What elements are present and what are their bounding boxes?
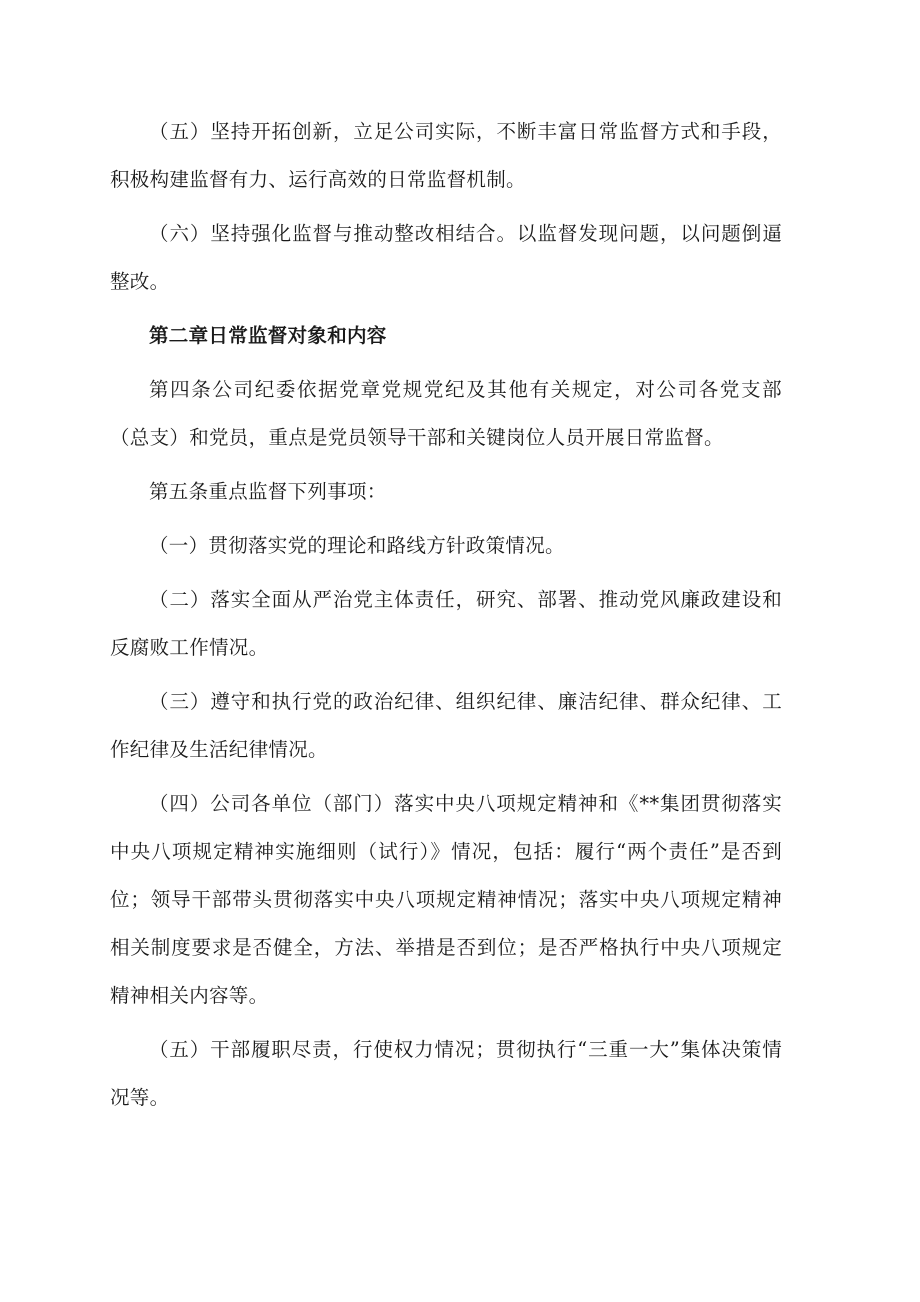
paragraph-item-4: （四）公司各单位（部门）落实中央八项规定精神和《**集团贯彻落实中央八项规定精神实施细则（试行）》情况，包括：履行“两个责任”是否到位；领导干部带头贯彻落实中央八项规定精神情况；落实中央八项规定精神相关制度要求是否健全，方法、举措是否到位；是否严格执行中央八项规定精神相关内容等。	[110, 792, 782, 1007]
paragraph-article-5: 第五条重点监督下列事项：	[149, 480, 387, 503]
paragraph-principle-5: （五）坚持开拓创新，立足公司实际，不断丰富日常监督方式和手段，积极构建监督有力、运行高效的日常监督机制。	[110, 120, 782, 191]
paragraph-principle-6: （六）坚持强化监督与推动整改相结合。以监督发现问题，以问题倒逼整改。	[110, 222, 782, 293]
paragraph-article-4: 第四条公司纪委依据党章党规党纪及其他有关规定，对公司各党支部（总支）和党员，重点是党员领导干部和关键岗位人员开展日常监督。	[110, 378, 782, 449]
paragraph-item-5: （五）干部履职尽责，行使权力情况；贯彻执行“三重一大”集体决策情况等。	[110, 1038, 782, 1109]
chapter-heading: 第二章日常监督对象和内容	[149, 324, 387, 347]
paragraph-item-1: （一）贯彻落实党的理论和路线方针政策情况。	[149, 534, 565, 557]
paragraph-item-2: （二）落实全面从严治党主体责任，研究、部署、推动党风廉政建设和反腐败工作情况。	[110, 588, 782, 659]
document-page	[110, 108, 782, 1128]
paragraph-item-3: （三）遵守和执行党的政治纪律、组织纪律、廉洁纪律、群众纪律、工作纪律及生活纪律情况。	[110, 690, 782, 761]
